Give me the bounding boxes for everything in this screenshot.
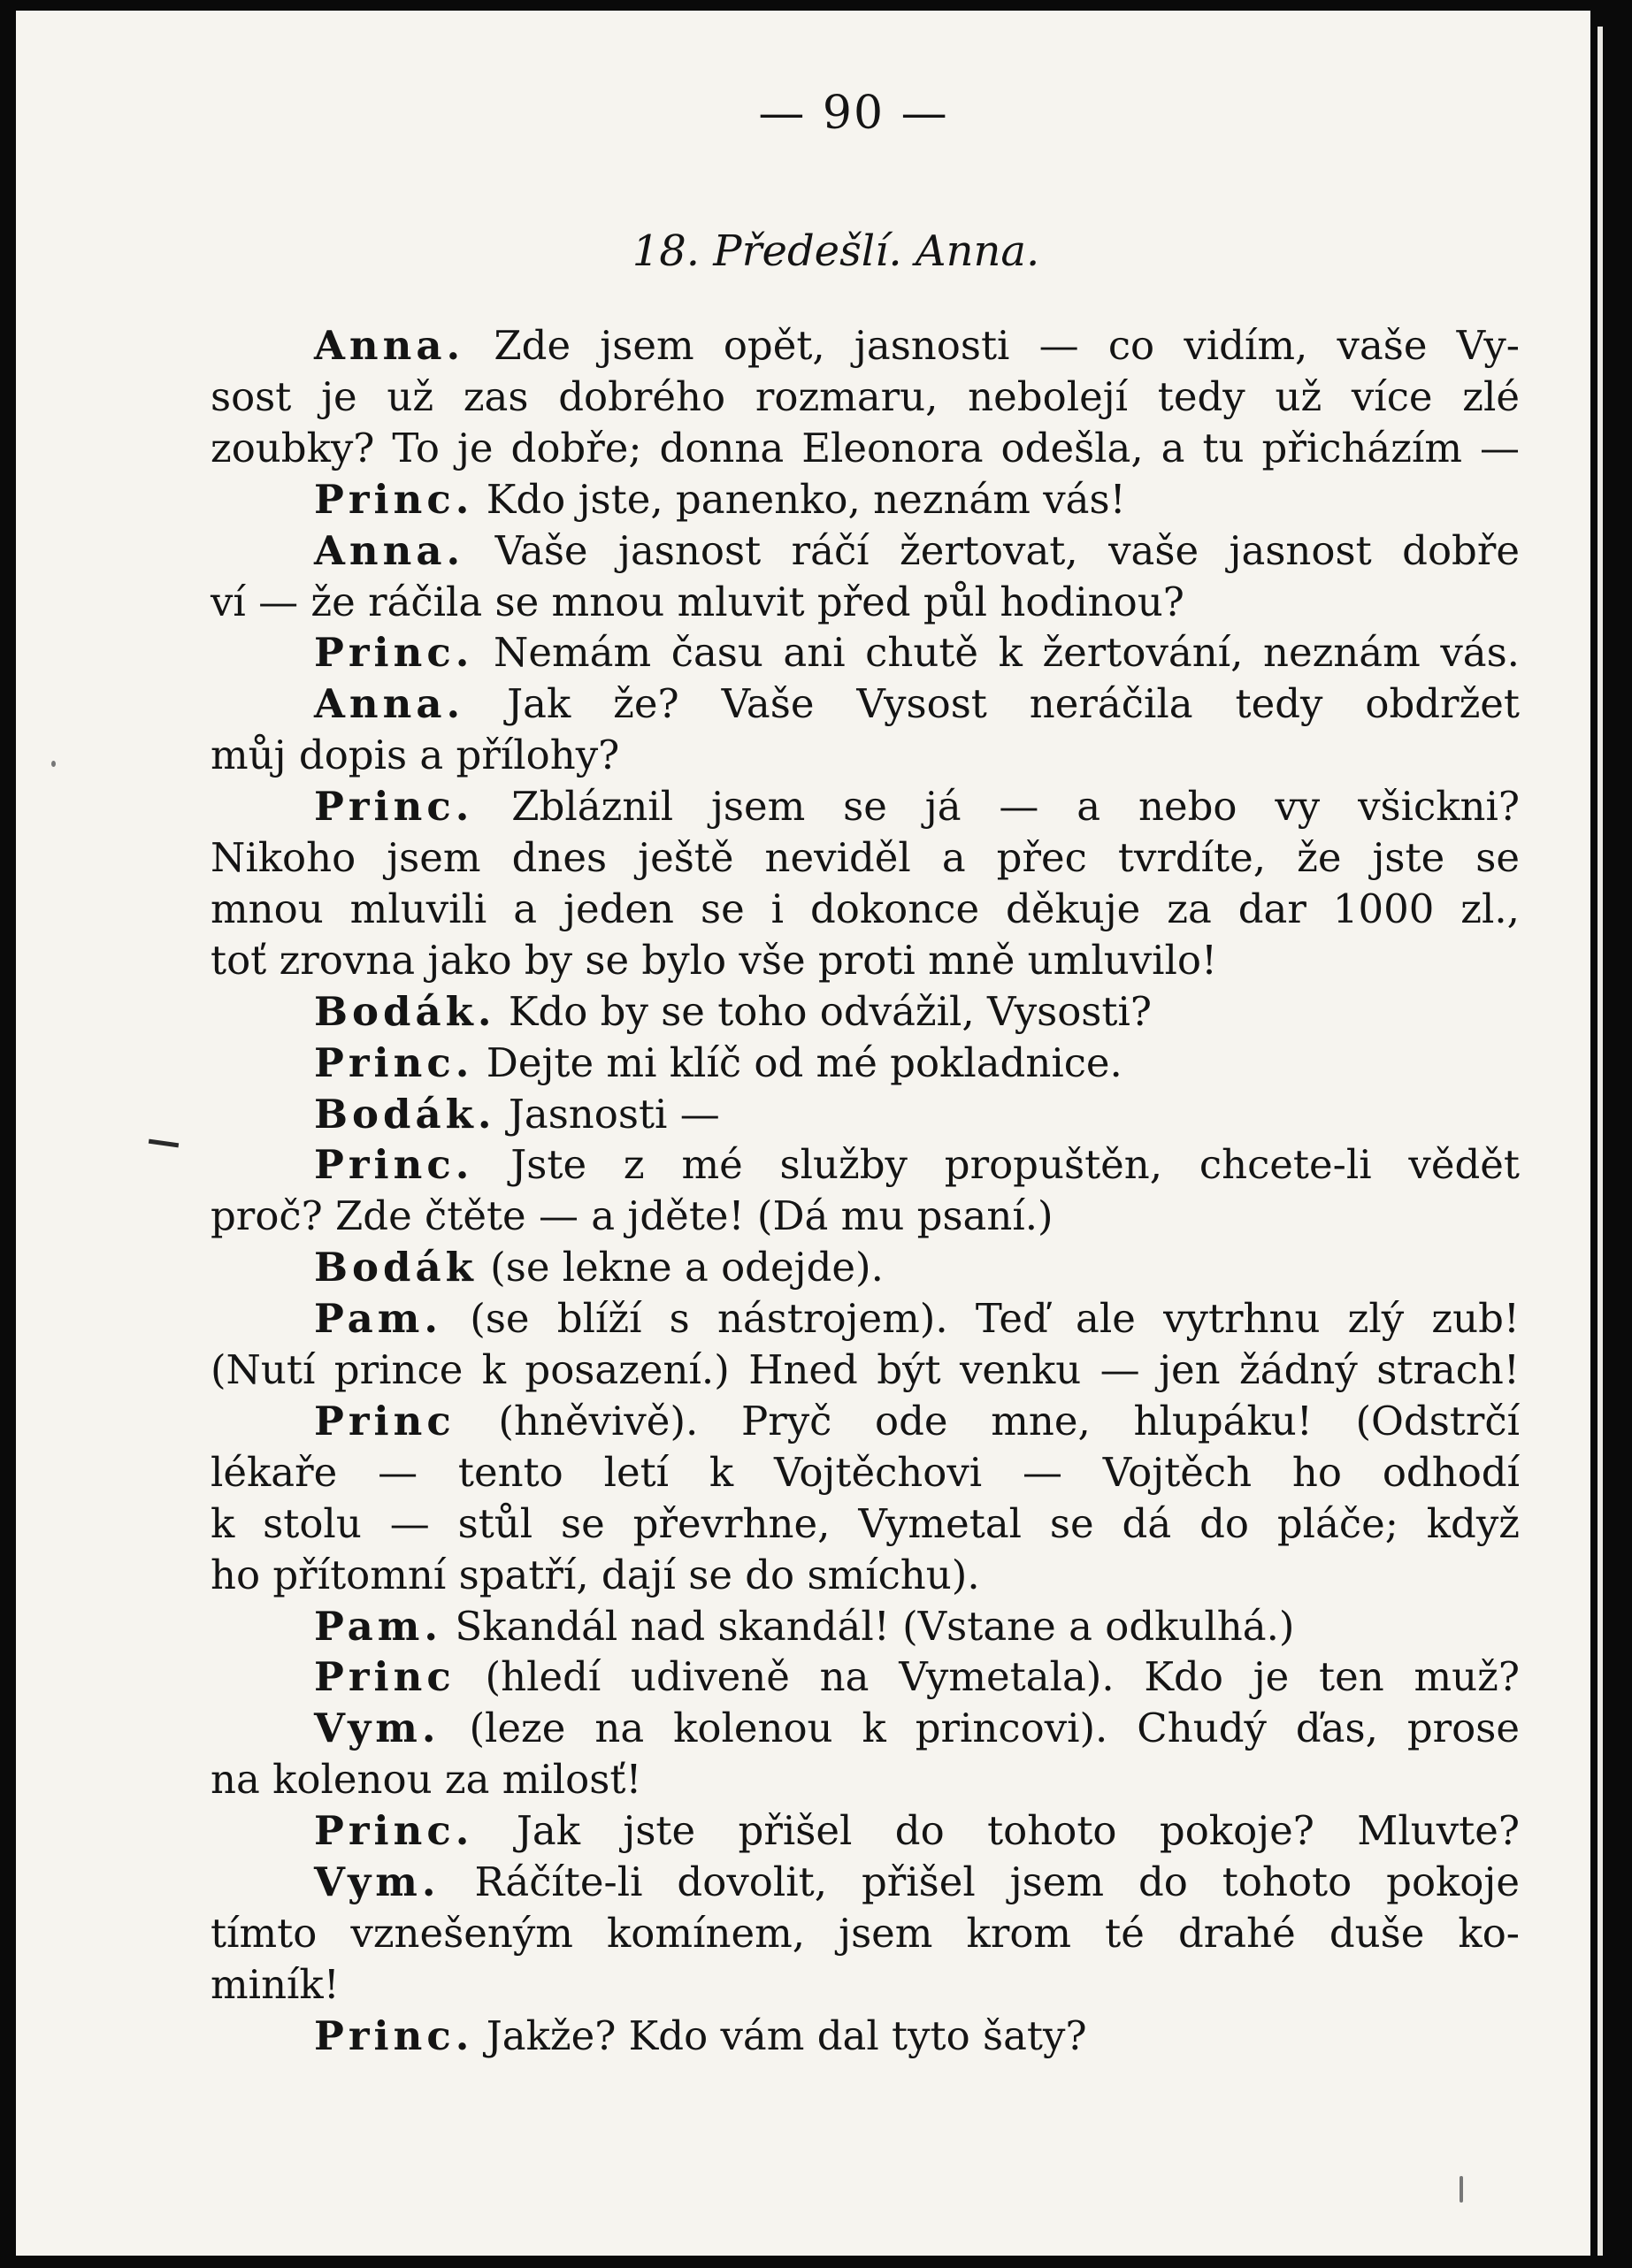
- line-text: Jak že? Vaše Vysost neráčila tedy obdržet: [464, 680, 1520, 728]
- text-line: [211, 474, 1520, 525]
- line-text: (Nutí prince k posazení.) Hned být venku — jen žádný strach!: [211, 1346, 1520, 1393]
- speaker-name: Princ.: [314, 1807, 474, 1855]
- line-text: Dejte mi klíč od mé pokladnice.: [473, 1038, 1122, 1086]
- text-line: [211, 1038, 1520, 1089]
- text-line: [211, 1345, 1520, 1396]
- speaker-name: Princ.: [314, 783, 474, 831]
- line-text: (hněvivě). Pryč ode mne, hlupáku! (Odstrčí: [455, 1397, 1520, 1444]
- page-number: — 90 —: [758, 87, 949, 140]
- line-text: Kdo jste, panenko, neznám vás!: [473, 475, 1126, 523]
- line-text: (hledí udiveně na Vymetala). Kdo je ten muž?: [455, 1653, 1520, 1701]
- speaker-name: Anna.: [314, 680, 465, 728]
- speaker-name: Bodák.: [314, 1090, 496, 1138]
- line-text: Jste z mé služby propuštěn, chcete-li vědět: [473, 1141, 1520, 1189]
- line-text: ho přítomní spatří, dají se do smíchu).: [211, 1551, 980, 1598]
- text-line: [211, 525, 1520, 577]
- speaker-name: Bodák.: [314, 987, 496, 1035]
- text-line: [211, 1805, 1520, 1857]
- text-line: [211, 1959, 1520, 2011]
- line-text: k stolu — stůl se převrhne, Vymetal se dá do pláče; když: [211, 1499, 1520, 1547]
- line-text: Nikoho jsem dnes ještě neviděl a přec tvrdíte, že jste se: [211, 834, 1520, 881]
- speaker-name: Anna.: [314, 526, 465, 574]
- speaker-name: Vym.: [314, 1705, 441, 1752]
- line-text: toť zrovna jako by se bylo vše proti mně umluvilo!: [211, 936, 1218, 984]
- text-line: [211, 1550, 1520, 1601]
- text-line: [211, 1293, 1520, 1345]
- line-text: Nemám času ani chutě k žertování, neznám vás.: [473, 629, 1520, 677]
- speaker-name: Princ.: [314, 2011, 474, 2059]
- speaker-name: Bodák: [314, 1244, 478, 1291]
- line-text: sost je už zas dobrého rozmaru, nebolejí tedy už více zlé: [211, 372, 1520, 420]
- line-text: proč? Zde čtěte — a jděte! (Dá mu psaní.): [211, 1192, 1054, 1240]
- speaker-name: Pam.: [314, 1295, 443, 1343]
- text-line: [211, 1651, 1520, 1703]
- text-line: [211, 730, 1520, 781]
- text-line: [211, 986, 1520, 1038]
- text-line: [211, 1754, 1520, 1805]
- speaker-name: Vym.: [314, 1858, 441, 1905]
- speaker-name: Princ.: [314, 1141, 474, 1189]
- line-text: ví — že ráčila se mnou mluvit před půl hodinou?: [211, 578, 1184, 625]
- text-line: [211, 678, 1520, 730]
- text-line: [211, 1396, 1520, 1447]
- text-line: [211, 832, 1520, 884]
- text-line: [211, 935, 1520, 986]
- text-line: [211, 781, 1520, 832]
- line-text: na kolenou za milosť!: [211, 1756, 642, 1804]
- text-line: [211, 1498, 1520, 1550]
- text-line: [211, 577, 1520, 628]
- line-text: Jasnosti —: [495, 1090, 720, 1138]
- text-line: [211, 1089, 1520, 1140]
- line-text: mnou mluvili a jeden se i dokonce děkuje za dar 1000 zl.,: [211, 885, 1520, 932]
- line-text: Jakže? Kdo vám dal tyto šaty?: [473, 2011, 1087, 2059]
- text-line: [211, 1703, 1520, 1754]
- text-line: [211, 1601, 1520, 1652]
- text-line: [211, 1191, 1520, 1242]
- text-line: [211, 1857, 1520, 1908]
- speaker-name: Princ.: [314, 475, 474, 523]
- line-text: Zbláznil jsem se já — a nebo vy všickni?: [473, 783, 1520, 831]
- text-line: [211, 2011, 1520, 2062]
- text-line: [211, 1908, 1520, 1959]
- speaker-name: Anna.: [314, 322, 465, 369]
- line-text: Zde jsem opět, jasnosti — co vidím, vaše Vy-: [464, 322, 1520, 369]
- text-line: [211, 1447, 1520, 1498]
- line-text: Vaše jasnost ráčí žertovat, vaše jasnost dobře: [464, 526, 1520, 574]
- speaker-name: Princ.: [314, 629, 474, 677]
- line-text: lékaře — tento letí k Vojtěchovi — Vojtěch ho odhodí: [211, 1448, 1520, 1496]
- line-text: zoubky? To je dobře; donna Eleonora odešla, a tu přicházím —: [211, 424, 1520, 471]
- text-line: [211, 320, 1520, 372]
- line-text: (leze na kolenou k princovi). Chudý ďas, prose: [440, 1705, 1520, 1752]
- line-text: Ráčíte-li dovolit, přišel jsem do tohoto pokoje: [440, 1858, 1520, 1905]
- text-line: [211, 1242, 1520, 1293]
- speaker-name: Princ.: [314, 1038, 474, 1086]
- text-line: [211, 884, 1520, 935]
- line-text: tímto vznešeným komínem, jsem krom té drahé duše ko-: [211, 1909, 1520, 1957]
- line-text: (se lekne a odejde).: [477, 1244, 884, 1291]
- speaker-name: Princ: [314, 1397, 456, 1444]
- line-text: Kdo by se toho odvážil, Vysosti?: [495, 987, 1152, 1035]
- next-page-edge: [1598, 27, 1603, 2256]
- line-text: miník!: [211, 1960, 340, 2008]
- line-text: Jak jste přišel do tohoto pokoje? Mluvte?: [473, 1807, 1520, 1855]
- scan-speck: [1460, 2176, 1463, 2203]
- text-line: [211, 372, 1520, 423]
- line-text: (se blíží s nástrojem). Teď ale vytrhnu zlý zub!: [442, 1295, 1520, 1343]
- scene-heading: 18. Předešlí. Anna.: [632, 226, 1040, 276]
- text-line: [211, 1139, 1520, 1191]
- scan-speck: [51, 761, 56, 767]
- text-line: [211, 423, 1520, 474]
- line-text: Skandál nad skandál! (Vstane a odkulhá.): [442, 1602, 1295, 1650]
- speaker-name: Pam.: [314, 1602, 443, 1650]
- line-text: můj dopis a přílohy?: [211, 732, 620, 779]
- speaker-name: Princ: [314, 1653, 456, 1701]
- text-line: [211, 627, 1520, 678]
